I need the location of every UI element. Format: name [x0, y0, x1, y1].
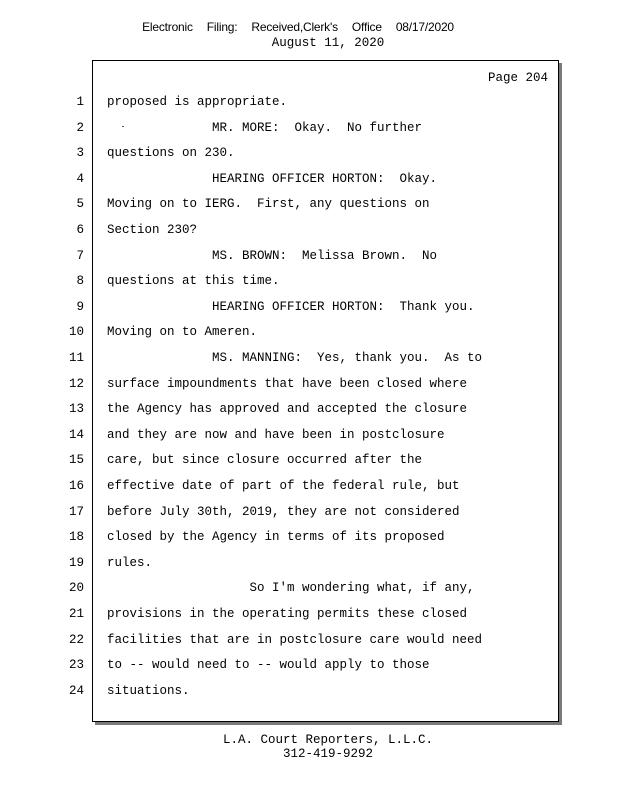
- line-number: 11: [68, 351, 84, 365]
- line-text: closed by the Agency in terms of its proposed: [107, 530, 445, 544]
- line-number: 23: [68, 658, 84, 672]
- footer-phone: 312-419-9292: [282, 747, 373, 761]
- line-number: 12: [68, 377, 84, 391]
- line-number: 16: [68, 479, 84, 493]
- line-number: 3: [76, 146, 84, 160]
- line-text: rules.: [107, 556, 153, 570]
- line-text: before July 30th, 2019, they are not considered: [107, 505, 460, 519]
- stamp-word-office: Office: [351, 20, 382, 34]
- line-number: 2: [76, 121, 84, 135]
- stamp-word-received: Received,Clerk's: [251, 20, 338, 34]
- line-number: 4: [76, 172, 84, 186]
- line-text: Section 230?: [107, 223, 198, 237]
- stamp-word-electronic: Electronic: [142, 20, 193, 34]
- line-number: 9: [76, 300, 84, 314]
- line-number: 14: [68, 428, 84, 442]
- line-text: MS. MANNING: Yes, thank you. As to: [107, 351, 483, 365]
- transcript-date: August 11, 2020: [271, 36, 385, 50]
- line-number: 7: [76, 249, 84, 263]
- line-number: 17: [68, 505, 84, 519]
- line-number: 8: [76, 274, 84, 288]
- line-number: 15: [68, 453, 84, 467]
- line-number: 1: [76, 95, 84, 109]
- line-text: Moving on to Ameren.: [107, 325, 258, 339]
- line-text: HEARING OFFICER HORTON: Okay.: [107, 172, 438, 186]
- line-number: 20: [68, 581, 84, 595]
- line-text: questions on 230.: [107, 146, 235, 160]
- line-text: provisions in the operating permits these closed: [107, 607, 468, 621]
- line-text: proposed is appropriate.: [107, 95, 288, 109]
- line-text: and they are now and have been in postclosure: [107, 428, 445, 442]
- line-text: the Agency has approved and accepted the closure: [107, 402, 468, 416]
- line-number: 22: [68, 633, 84, 647]
- line-number: 18: [68, 530, 84, 544]
- line-number: 21: [68, 607, 84, 621]
- line-text: to -- would need to -- would apply to those: [107, 658, 430, 672]
- line-text: effective date of part of the federal rule, but: [107, 479, 460, 493]
- footer-company: L.A. Court Reporters, L.L.C.: [222, 733, 434, 747]
- filing-stamp: [0, 20, 596, 34]
- line-text: surface impoundments that have been closed where: [107, 377, 468, 391]
- line-text: So I'm wondering what, if any,: [107, 581, 475, 595]
- line-number: 13: [68, 402, 84, 416]
- line-text: Moving on to IERG. First, any questions on: [107, 197, 430, 211]
- stamp-word-filing: Filing:: [206, 20, 238, 34]
- line-text: care, but since closure occurred after the: [107, 453, 423, 467]
- line-number: 6: [76, 223, 84, 237]
- line-text: situations.: [107, 684, 190, 698]
- line-number: 10: [68, 325, 84, 339]
- line-number: 19: [68, 556, 84, 570]
- line-number: 5: [76, 197, 84, 211]
- line-text: facilities that are in postclosure care would need: [107, 633, 483, 647]
- page-number: Page 204: [488, 71, 549, 85]
- line-text: questions at this time.: [107, 274, 280, 288]
- line-text: HEARING OFFICER HORTON: Thank you.: [107, 300, 475, 314]
- line-text: MR. MORE: Okay. No further: [107, 121, 423, 135]
- line-number: 24: [68, 684, 84, 698]
- line-text: MS. BROWN: Melissa Brown. No: [107, 249, 438, 263]
- stamp-date: 08/17/2020: [395, 20, 454, 34]
